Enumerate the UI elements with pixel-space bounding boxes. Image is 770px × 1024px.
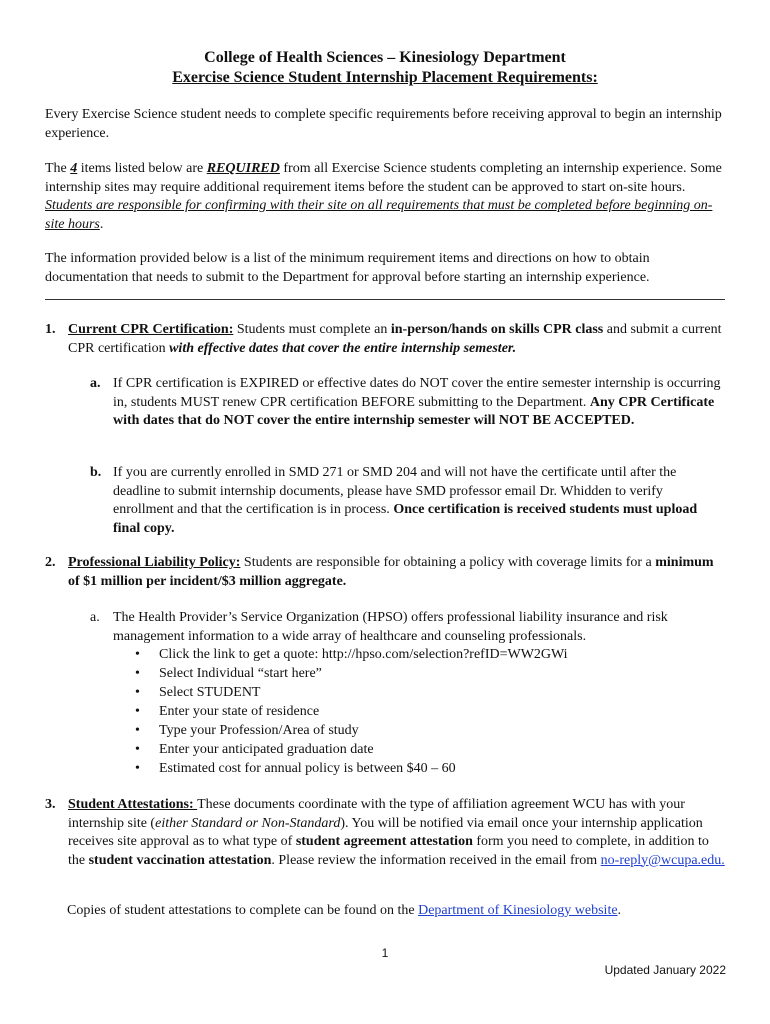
hpso-steps-list bbox=[113, 645, 713, 778]
closing-paragraph: Copies of student attestations to complete can be found on the Department of Kinesiology website. bbox=[67, 903, 622, 918]
sub-item-label: a. bbox=[90, 610, 100, 625]
document-title: Exercise Science Student Internship Placement Requirements: bbox=[172, 69, 598, 86]
item-text: Current CPR Certification: Students must complete an in-person/hands on skills CPR class and submit a current CPR certification with effective dates that cover the entire internship semester. bbox=[68, 322, 722, 356]
sub-item-cpr-enrolled: b. If you are currently enrolled in SMD 271 or SMD 204 and will not have the certificate until after the deadline to submit internship documents, please have SMD professor email Dr. Whidden to verify enrollment and that the certification is in process. Once certification is received students must upload final copy. bbox=[90, 465, 698, 536]
list-item: • Estimated cost for annual policy is between $40 – 60 bbox=[135, 761, 456, 776]
item-count: 4 bbox=[70, 161, 78, 176]
list-item: • Type your Profession/Area of study bbox=[135, 723, 359, 738]
item-text: Professional Liability Policy: Students are responsible for obtaining a policy with coverage limits for a minimum of $1 million per incident/$3 million aggregate. bbox=[68, 555, 714, 589]
requirement-item-liability bbox=[45, 554, 725, 591]
item-heading: Current CPR Certification: bbox=[68, 322, 234, 337]
sub-item-cpr-expired: a. If CPR certification is EXPIRED or effective dates do NOT cover the entire semester internship is occurring in, students MUST renew CPR certification BEFORE submitting to the Department. Any CPR Certificate with dates that do NOT cover the entire internship semester will NOT BE ACCEPTED. bbox=[90, 376, 721, 428]
item-heading: Student Attestations: bbox=[68, 797, 198, 812]
email-link[interactable]: no-reply@wcupa.edu. bbox=[600, 852, 725, 868]
updated-date: Updated January 2022 bbox=[604, 963, 726, 977]
requirement-item-attestations bbox=[45, 796, 725, 870]
list-item: • Enter your state of residence bbox=[135, 704, 320, 719]
information-paragraph: The information provided below is a list of the minimum requirement items and directions on how to obtain documentation that needs to submit to the Department for approval before starting an internship experience. bbox=[45, 251, 650, 285]
page-number: 1 bbox=[381, 946, 389, 960]
sub-item-label: b. bbox=[90, 465, 102, 480]
sub-item-label: a. bbox=[90, 376, 101, 391]
horizontal-divider bbox=[45, 299, 725, 300]
required-emphasis: REQUIRED bbox=[206, 161, 280, 176]
requirement-item-cpr bbox=[45, 321, 725, 358]
list-item: • Enter your anticipated graduation date bbox=[135, 742, 374, 757]
student-responsibility-note: Students are responsible for confirming with their site on all requirements that must be completed before beginning on-site hours bbox=[45, 198, 713, 232]
item-number: 2. bbox=[45, 555, 56, 570]
department-title: College of Health Sciences – Kinesiology Department bbox=[204, 49, 566, 66]
kinesiology-website-link[interactable]: Department of Kinesiology website bbox=[418, 903, 618, 918]
item-number: 1. bbox=[45, 322, 56, 337]
list-item: • Select Individual “start here” bbox=[135, 666, 322, 681]
item-text: Student Attestations: These documents coordinate with the type of affiliation agreement WCU has with your internship site (either Standard or Non-Standard). You will be notified via email once your internship application receives site approval as to what type of student agreement attestation form you need to complete, in addition to the student vaccination attestation. Please review the information received in the email from no-reply@wcupa.edu. bbox=[68, 797, 725, 868]
item-number: 3. bbox=[45, 797, 56, 812]
required-items-paragraph: The 4 items listed below are REQUIRED from all Exercise Science students completing an internship experience. Some internship sites may require additional requirement items before the student can be approved to start on-site hours. Students are responsible for confirming with their site on all requirements that must be completed before beginning on-site hours. bbox=[45, 161, 722, 232]
item-heading: Professional Liability Policy: bbox=[68, 555, 241, 570]
sub-item-hpso: a. The Health Provider’s Service Organization (HPSO) offers professional liability insurance and risk management information to a wide array of healthcare and counseling professionals. bbox=[90, 610, 668, 644]
intro-paragraph: Every Exercise Science student needs to complete specific requirements before receiving approval to begin an internship experience. bbox=[45, 107, 722, 141]
list-item: • Select STUDENT bbox=[135, 685, 261, 700]
list-item: • Click the link to get a quote: http://hpso.com/selection?refID=WW2GWi bbox=[135, 647, 568, 662]
